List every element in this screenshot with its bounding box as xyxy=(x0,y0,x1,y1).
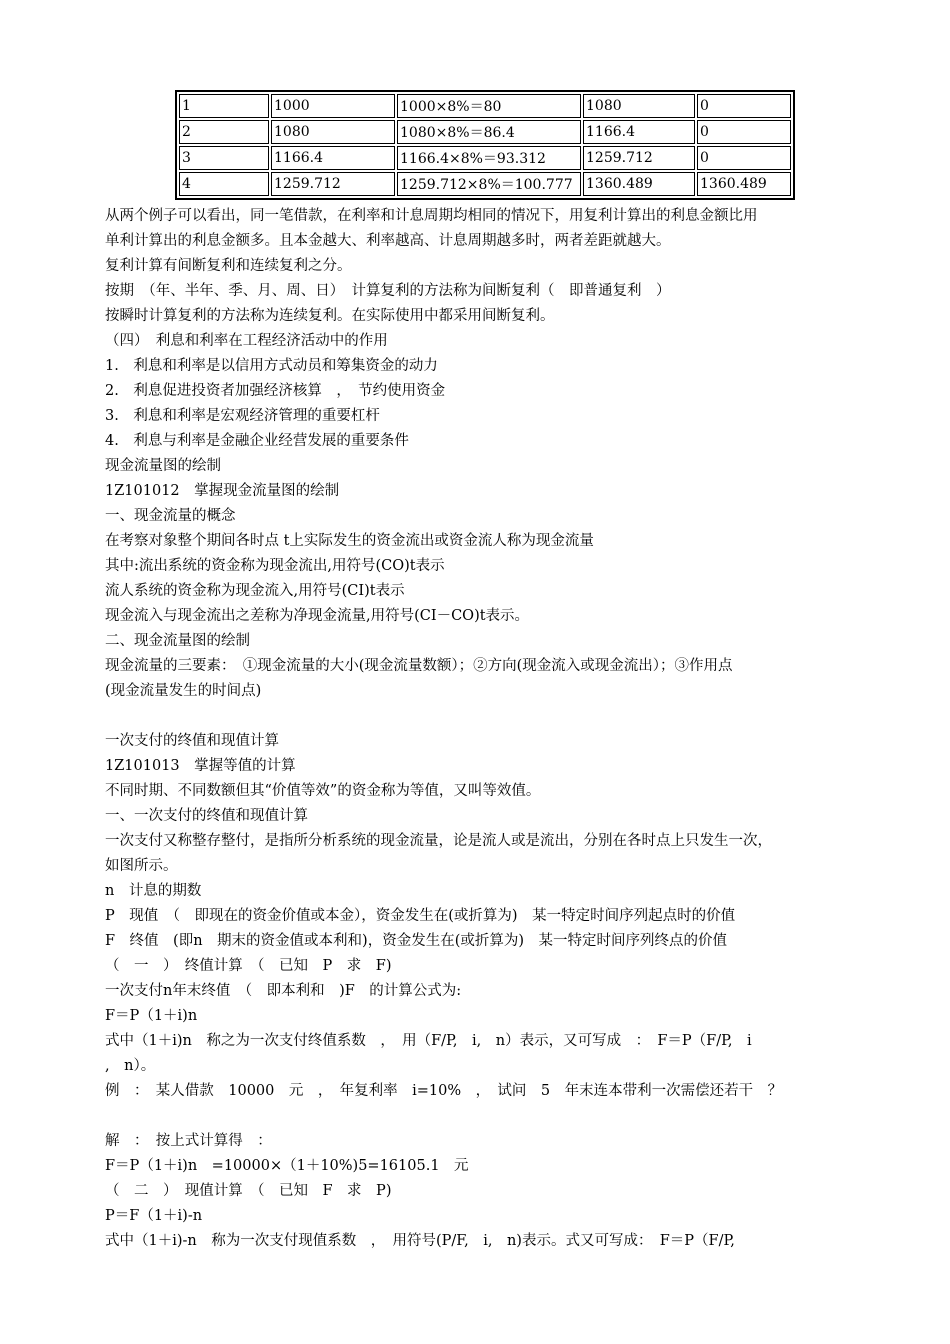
table-cell: 1080 xyxy=(271,120,395,144)
text-line: F＝P（1＋i)n =10000×（1＋10%)5=16105.1 元 xyxy=(105,1158,469,1174)
blank-line xyxy=(105,704,875,729)
text-line: 现金流量图的绘制 xyxy=(105,458,221,474)
table-cell: 1360.489 xyxy=(697,172,791,196)
text-line: 在考察对象整个期间各时点 t上实际发生的资金流出或资金流人称为现金流量 xyxy=(105,533,594,549)
text-line: 复利计算有间断复利和连续复利之分。 xyxy=(105,258,352,274)
text-line: 如图所示。 xyxy=(105,858,178,874)
table-cell: 1166.4 xyxy=(583,120,695,144)
text-line: 式中（1＋i)-n 称为一次支付现值系数 ， 用符号(P/F, i, n)表示。式又可写成： F＝P（F/P, xyxy=(105,1233,735,1249)
text-line: 其中:流出系统的资金称为现金流出,用符号(CO)t表示 xyxy=(105,558,445,574)
table-cell: 1166.4 xyxy=(271,146,395,170)
table-cell: 1080×8%＝86.4 xyxy=(397,120,581,144)
table-row xyxy=(179,120,791,144)
text-line: （ 一 ） 终值计算 （ 已知 P 求 F) xyxy=(105,958,392,974)
text-line: n 计息的期数 xyxy=(105,883,202,899)
table-cell: 1166.4×8%＝93.312 xyxy=(397,146,581,170)
document-text xyxy=(105,204,875,1254)
table-cell: 2 xyxy=(179,120,269,144)
text-line: P＝F（1＋i)-n xyxy=(105,1208,203,1224)
text-line: 现金流量的三要素： ①现金流量的大小(现金流量数额）；②方向(现金流入或现金流出）；③作用点 xyxy=(105,658,733,674)
text-line: F 终值 (即n 期末的资金值或本利和)，资金发生在(或折算为) 某一特定时间序列终点的价值 xyxy=(105,933,728,949)
text-line: 例 ： 某人借款 10000 元 ， 年复利率 i=10% ， 试问 5 年末连本带利一次需偿还若干 ？ xyxy=(105,1083,783,1099)
text-line: 按瞬时计算复利的方法称为连续复利。在实际使用中都采用间断复利。 xyxy=(105,308,555,324)
text-line: 现金流入与现金流出之差称为净现金流量,用符号(CI－CO)t表示。 xyxy=(105,608,530,624)
table-row xyxy=(179,94,791,118)
table-cell: 1259.712 xyxy=(271,172,395,196)
text-line: 式中（1＋i)n 称之为一次支付终值系数 ， 用（F/P, i, n）表示，又可写成 ： F＝P（F/P, i xyxy=(105,1033,752,1049)
text-line: 1Z101012 掌握现金流量图的绘制 xyxy=(105,483,340,499)
table-cell: 1000×8%＝80 xyxy=(397,94,581,118)
text-line: 一、一次支付的终值和现值计算 xyxy=(105,808,308,824)
text-line: （ 二 ） 现值计算 （ 已知 F 求 P) xyxy=(105,1183,392,1199)
text-line: 一、现金流量的概念 xyxy=(105,508,236,524)
table-cell: 1259.712×8%＝100.777 xyxy=(397,172,581,196)
text-line: 解 ： 按上式计算得 ： xyxy=(105,1133,272,1149)
text-line: P 现值 （ 即现在的资金价值或本金），资金发生在(或折算为) 某一特定时间序列起点时的价值 xyxy=(105,908,736,924)
text-line: 1. 利息和利率是以信用方式动员和筹集资金的动力 xyxy=(105,358,438,374)
table-body xyxy=(179,94,791,196)
text-line: 一次支付又称整存整付，是指所分析系统的现金流量，论是流人或是流出，分别在各时点上只发生一次， xyxy=(105,833,772,849)
text-line: （四） 利息和利率在工程经济活动中的作用 xyxy=(105,333,388,349)
text-line: (现金流量发生的时间点) xyxy=(105,683,262,699)
table-row xyxy=(179,172,791,196)
table-cell: 1000 xyxy=(271,94,395,118)
table-cell: 1080 xyxy=(583,94,695,118)
table-cell: 1259.712 xyxy=(583,146,695,170)
text-line: 二、现金流量图的绘制 xyxy=(105,633,250,649)
table-row xyxy=(179,146,791,170)
text-line: 一次支付n年末终值 （ 即本利和 )F 的计算公式为: xyxy=(105,983,462,999)
text-line: 不同时期、不同数额但其“价值等效”的资金称为等值，又叫等效值。 xyxy=(105,783,541,799)
table-cell: 0 xyxy=(697,120,791,144)
text-line: 单利计算出的利息金额多。且本金越大、利率越高、计息周期越多时，两者差距就越大。 xyxy=(105,233,671,249)
compound-interest-table xyxy=(175,90,795,200)
text-line: 从两个例子可以看出，同一笔借款，在利率和计息周期均相同的情况下，用复利计算出的利息金额比用 xyxy=(105,208,758,224)
table-cell: 0 xyxy=(697,94,791,118)
table-cell: 4 xyxy=(179,172,269,196)
text-line: , n）。 xyxy=(105,1058,156,1074)
text-line: 1Z101013 掌握等值的计算 xyxy=(105,758,296,774)
text-line: 一次支付的终值和现值计算 xyxy=(105,733,279,749)
text-line: 3. 利息和利率是宏观经济管理的重要杠杆 xyxy=(105,408,380,424)
table-cell: 0 xyxy=(697,146,791,170)
text-line: 2. 利息促进投资者加强经济核算 ， 节约使用资金 xyxy=(105,383,446,399)
blank-line xyxy=(105,1104,875,1129)
text-line: F＝P（1＋i)n xyxy=(105,1008,198,1024)
text-line: 流人系统的资金称为现金流入,用符号(CI)t表示 xyxy=(105,583,405,599)
text-line: 按期 （年、半年、季、月、周、日） 计算复利的方法称为间断复利（ 即普通复利 ） xyxy=(105,283,671,299)
table-cell: 3 xyxy=(179,146,269,170)
table-cell: 1 xyxy=(179,94,269,118)
text-line: 4. 利息与利率是金融企业经营发展的重要条件 xyxy=(105,433,409,449)
table-cell: 1360.489 xyxy=(583,172,695,196)
